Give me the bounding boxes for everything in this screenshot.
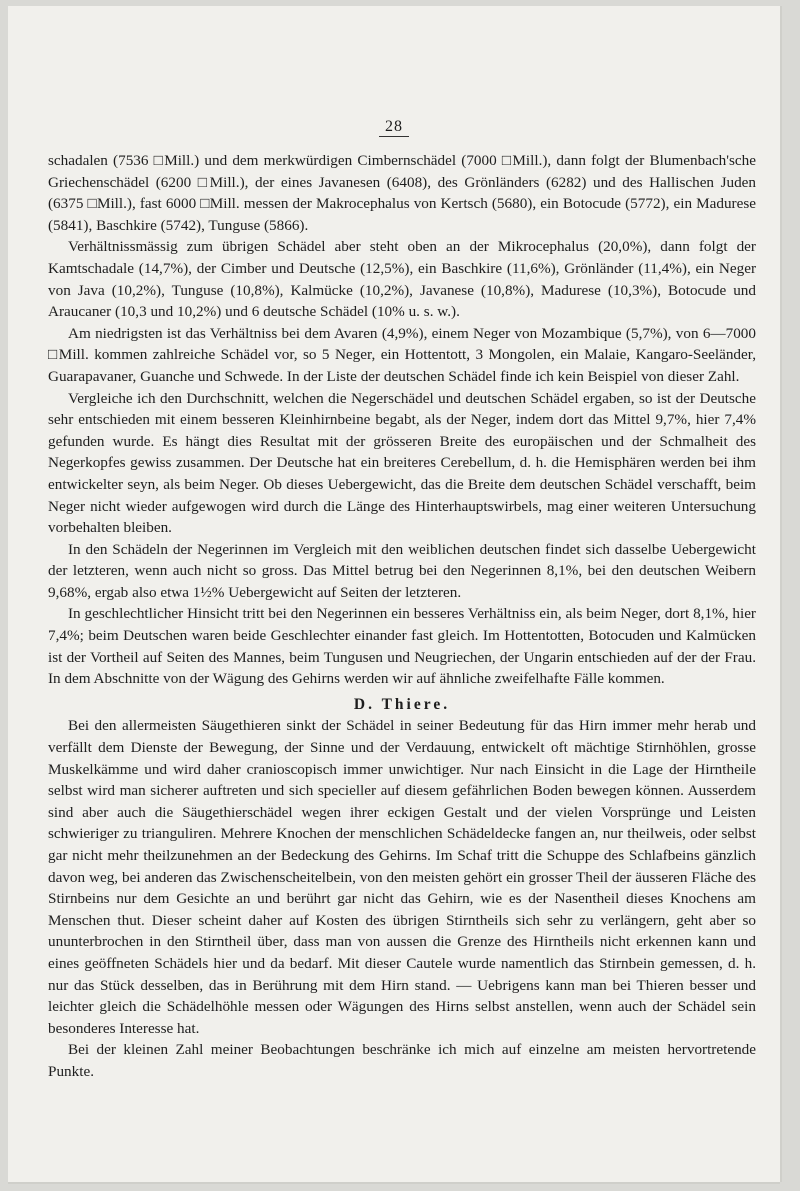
section-heading: D. Thiere. (353, 695, 451, 713)
page-number: 28 (8, 118, 780, 137)
paragraph: Vergleiche ich den Durchschnitt, welchen die Negerschädel und deutschen Schädel ergaben, so ist der Deutsche sehr entschieden mit einem besseren Kleinhirnbeine begabt, als der Neger, indem dort das Mittel 9,7%, hier 7,4% gefunden wurde. Es hängt dies Resultat mit der grösseren Breite des europäischen und der Schmalheit des Negerkopfes gewiss zusammen. Der Deutsche hat ein breiteres Cerebellum, d. h. die Hemisphären werden bei ihm entwickelter seyn, als beim Neger. Ob dieses Uebergewicht, das die Breite dem deutschen Schädel verschafft, beim Neger nicht wieder aufgewogen wird durch die Länge des Hinterhauptswirbels, mag einer weiteren Untersuchung vorbehalten bleiben. (48, 389, 756, 537)
paragraph: schadalen (7536 □Mill.) und dem merkwürdigen Cimbernschädel (7000 □Mill.), dann folgt der Blumenbach'sche Griechenschädel (6200 □Mill.), der eines Javanesen (6408), des Grönländers (6282) und des Hallischen Juden (6375 □Mill.), fast 6000 □Mill. messen der Makrocephalus von Kertsch (5680), ein Botocude (5772), ein Madurese (5841), Baschkire (5742), Tunguse (5866). (48, 152, 756, 234)
paragraph: In den Schädeln der Negerinnen im Vergleich mit den weiblichen deutschen findet sich dasselbe Uebergewicht der letzteren, wenn auch nicht so gross. Das Mittel betrug bei den Negerinnen 8,1%, bei den deutschen Weibern 9,68%, ergab also etwa 1½% Uebergewicht auf Seiten der letzteren. (48, 540, 756, 601)
paragraph: In geschlechtlicher Hinsicht tritt bei den Negerinnen ein besseres Verhältniss ein, als beim Neger, dort 8,1%, hier 7,4%; beim Deutschen waren beide Geschlechter einander fast gleich. Im Hottentotten, Botocuden und Kalmücken ist der Vortheil auf Seiten des Mannes, beim Tungusen und Neugriechen, der Ungarin entschieden auf der der Frau. In dem Abschnitte von der Wägung des Gehirns werden wir auf ähnliche zweifelhafte Fälle kommen. (48, 605, 756, 688)
paragraph: Verhältnissmässig zum übrigen Schädel aber steht oben an der Mikrocephalus (20,0%), dann folgt der Kamtschadale (14,7%), der Cimber und Deutsche (12,5%), ein Baschkire (11,6%), Grönländer (11,4%), ein Neger von Java (10,2%), Tunguse (10,8%), Kalmücke (10,2%), Javanese (10,8%), Madurese (10,3%), Botocude und Araucaner (10,3 und 10,2%) und 6 deutsche Schädel (10% u. s. w.). (48, 238, 756, 321)
book-page (8, 6, 780, 1182)
body-text (48, 150, 756, 1083)
paragraph: Bei den allermeisten Säugethieren sinkt der Schädel in seiner Bedeutung für das Hirn immer mehr herab und verfällt dem Dienste der Bewegung, der Sinne und der Verdauung, entwickelt oft mächtige Stirnhöhlen, grosse Muskelkämme und wird daher cranioscopisch immer unwichtiger. Nur nach Einsicht in die Lage der Hirntheile selbst wird man sicherer auftreten und sich specieller auf diesem gefährlichen Boden bewegen können. Ausserdem sind aber auch die Säugethierschädel wegen ihrer eckigen Gestalt und der vielen Vorsprünge und Leisten schwieriger zu trianguliren. Mehrere Knochen der menschlichen Schädeldecke fangen an, nur theilweis, oder selbst gar nicht mehr theilzunehmen an der Bedeckung des Gehirns. Im Schaf tritt die Schuppe des Schlafbeins gänzlich davon weg, bei anderen das Zwischenscheitelbein, von den meisten gehört ein grosser Theil der äusseren Fläche des Stirnbeins nur dem Gesichte an und berührt gar nicht das Gehirn, wie es der Nasentheil dieses Knochens am Menschen thut. Dieser scheint daher auf Kosten des übrigen Stirntheils sich sehr zu verlängern, geht aber so ununterbrochen in den Stirntheil über, dass man von aussen die Grenze des Hirntheils nicht erkennen kann und eines geöffneten Schädels hier und da bedarf. Mit dieser Cautele wurde namentlich das Stirnbein gemessen, d. h. nur das Stück desselben, das in Berührung mit dem Hirn stand. — Uebrigens kann man bei Thieren besser und leichter gleich die Schädelhöhle messen oder Wägungen des Hirns selbst anstellen, wenn auch der Schädel sein besonderes Interesse hat. (48, 717, 756, 1037)
paragraph: Bei der kleinen Zahl meiner Beobachtungen beschränke ich mich auf einzelne am meisten hervortretende Punkte. (48, 1041, 756, 1080)
paragraph: Am niedrigsten ist das Verhältniss bei dem Avaren (4,9%), einem Neger von Mozambique (5,7%), von 6—7000 □Mill. kommen zahlreiche Schädel vor, so 5 Neger, ein Hottentott, 3 Mongolen, ein Malaie, Kangaro-Seeländer, Guarapavaner, Guanche und Schwede. In der Liste der deutschen Schädel finde ich kein Beispiel von dieser Zahl. (48, 324, 756, 385)
